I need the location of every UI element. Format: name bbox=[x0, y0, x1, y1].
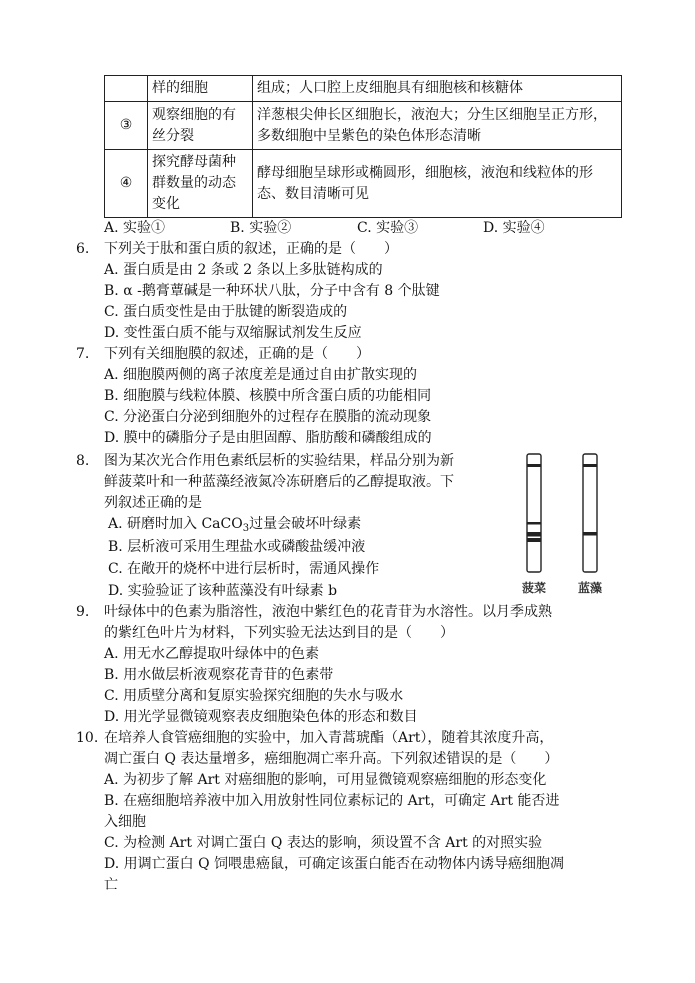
q5-option-b[interactable]: B. 实验② bbox=[230, 220, 292, 236]
q10-stem-line: 凋亡蛋白 Q 表达量增多，癌细胞凋亡率升高。下列叙述错误的是（ ） bbox=[104, 751, 559, 767]
q8-option-a[interactable] bbox=[108, 514, 361, 539]
table-row bbox=[105, 150, 622, 218]
q7-option-b[interactable]: B. 细胞膜与线粒体膜、核膜中所含蛋白质的功能相同 bbox=[104, 388, 432, 404]
q7-option-c[interactable]: C. 分泌蛋白分泌到细胞外的过程存在膜脂的流动现象 bbox=[104, 409, 432, 425]
q10-option-b-continued[interactable]: 入细胞 bbox=[104, 814, 146, 830]
q9-option-a[interactable]: A. 用无水乙醇提取叶绿体中的色素 bbox=[104, 646, 320, 662]
q8-option-c[interactable]: C. 在敞开的烧杯中进行层析时，需通风操作 bbox=[108, 561, 380, 577]
q9-option-b[interactable]: B. 用水做层析液观察花青苷的色素带 bbox=[104, 667, 334, 683]
pigment-band bbox=[527, 532, 541, 537]
table-cell-name: 探究酵母菌种群数量的动态变化 bbox=[148, 150, 253, 218]
q8-stem-line: 图为某次光合作用色素纸层析的实验结果，样品分别为新 bbox=[104, 453, 454, 469]
table-cell-name: 观察细胞的有丝分裂 bbox=[148, 102, 253, 150]
table-cell-num: ④ bbox=[105, 150, 148, 218]
q10-option-d[interactable]: D. 用调亡蛋白 Q 饲喂患癌鼠，可确定该蛋白能否在动物体内诱导癌细胞凋 bbox=[104, 856, 565, 872]
q8-option-b[interactable]: B. 层析液可采用生理盐水或磷酸盐缓冲液 bbox=[108, 539, 366, 555]
q8-number: 8. bbox=[76, 453, 90, 469]
q8-option-d[interactable]: D. 实验验证了该种蓝藻没有叶绿素 b bbox=[108, 583, 338, 599]
table-cell-num: ③ bbox=[105, 102, 148, 150]
pigment-band bbox=[583, 464, 597, 467]
table-cell-result: 洋葱根尖伸长区细胞长，液泡大；分生区细胞呈正方形，多数细胞中呈紫色的染色体形态清晰 bbox=[253, 102, 622, 150]
pigment-band bbox=[527, 538, 541, 542]
q8-option-a-text-end: 过量会破坏叶绿素 bbox=[249, 516, 362, 532]
q9-option-c[interactable]: C. 用质壁分离和复原实验探究细胞的失水与吸水 bbox=[104, 688, 404, 704]
q10-option-d-continued[interactable]: 亡 bbox=[104, 877, 118, 893]
q6-option-d[interactable]: D. 变性蛋白质不能与双缩脲试剂发生反应 bbox=[104, 325, 362, 341]
q5-option-d[interactable]: D. 实验④ bbox=[483, 220, 545, 236]
pigment-band bbox=[527, 522, 541, 525]
q8-stem-line: 鲜菠菜叶和一种蓝藻经液氮冷冻研磨后的乙醇提取液。下 bbox=[104, 474, 454, 490]
q6-option-a[interactable]: A. 蛋白质是由 2 条或 2 条以上多肽链构成的 bbox=[104, 262, 383, 278]
table-cell-result: 酵母细胞呈球形或椭圆形，细胞核，液泡和线粒体的形态、数目清晰可见 bbox=[253, 150, 622, 218]
q8-option-a-text: A. 研磨时加入 CaCO bbox=[108, 516, 243, 532]
spinach-label: 菠菜 bbox=[521, 581, 547, 595]
q10-stem-line: 在培养人食管癌细胞的实验中，加入青蒿琥酯（Art），随着其浓度升高， bbox=[104, 730, 554, 746]
q6-option-b[interactable]: B. α -鹅膏蕈碱是一种环状八肽，分子中含有 8 个肽键 bbox=[104, 283, 440, 299]
q10-option-c[interactable]: C. 为检测 Art 对调亡蛋白 Q 表达的影响，须设置不含 Art 的对照实验 bbox=[104, 835, 543, 851]
q6-stem: 下列关于肽和蛋白质的叙述，正确的是（ ） bbox=[104, 241, 398, 257]
q9-stem-line: 的紫红色叶片为材料，下列实验无法达到目的是（ ） bbox=[104, 625, 454, 641]
q8-stem-line: 列叙述正确的是 bbox=[104, 495, 202, 511]
pigment-band bbox=[527, 464, 541, 467]
q8-option-a-subscript: 3 bbox=[242, 523, 250, 534]
q5-option-c[interactable]: C. 实验③ bbox=[357, 220, 419, 236]
pigment-band bbox=[583, 532, 597, 536]
q9-stem-line: 叶绿体中的色素为脂溶性，液泡中紫红色的花青苷为水溶性。以月季成熟 bbox=[104, 604, 552, 620]
table-cell-name: 样的细胞 bbox=[148, 76, 253, 102]
q6-number: 6. bbox=[76, 241, 90, 257]
table-cell-num bbox=[105, 76, 148, 102]
spinach-strip bbox=[527, 454, 541, 572]
q6-option-c[interactable]: C. 蛋白质变性是由于肽键的断裂造成的 bbox=[104, 304, 348, 320]
cyanobacteria-label: 蓝藻 bbox=[577, 581, 603, 595]
q10-option-a[interactable]: A. 为初步了解 Art 对癌细胞的影响，可用显微镜观察癌细胞的形态变化 bbox=[104, 772, 547, 788]
chromatography-figure bbox=[520, 452, 620, 602]
table-cell-result: 组成；人口腔上皮细胞具有细胞核和核糖体 bbox=[253, 76, 622, 102]
q9-option-d[interactable]: D. 用光学显微镜观察表皮细胞染色体的形态和数目 bbox=[104, 709, 418, 725]
q7-option-d[interactable]: D. 膜中的磷脂分子是由胆固醇、脂肪酸和磷酸组成的 bbox=[104, 430, 432, 446]
q10-number: 10. bbox=[76, 730, 99, 746]
q9-number: 9. bbox=[76, 604, 90, 620]
experiment-table bbox=[104, 75, 622, 218]
q7-option-a[interactable]: A. 细胞膜两侧的离子浓度差是通过自由扩散实现的 bbox=[104, 367, 418, 383]
q7-number: 7. bbox=[76, 346, 90, 362]
q10-option-b[interactable]: B. 在癌细胞培养液中加入用放射性同位素标记的 Art，可确定 Art 能否进 bbox=[104, 793, 560, 809]
q7-stem: 下列有关细胞膜的叙述，正确的是（ ） bbox=[104, 346, 370, 362]
q5-option-a[interactable]: A. 实验① bbox=[104, 220, 166, 236]
table-row bbox=[105, 76, 622, 102]
cyanobacteria-strip bbox=[583, 454, 597, 572]
table-row bbox=[105, 102, 622, 150]
